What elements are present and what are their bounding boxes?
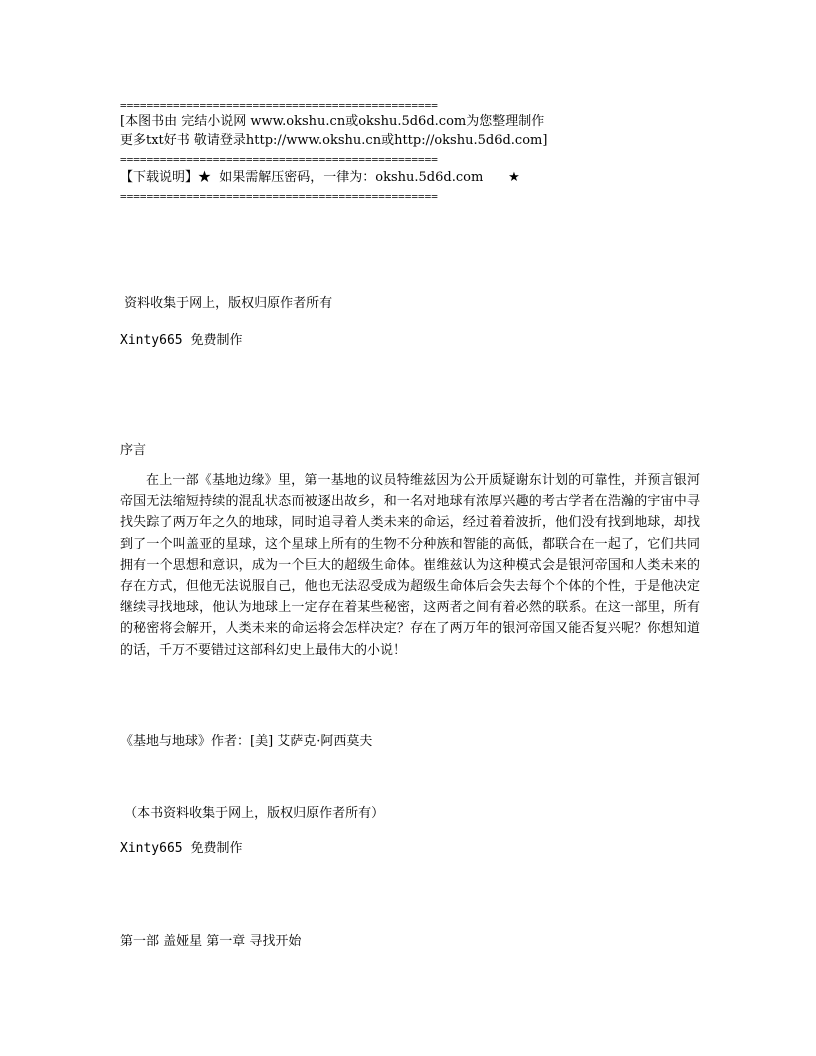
download-note: 【下载说明】★ 如果需解压密码，一律为：okshu.5d6d.com ★ bbox=[120, 170, 520, 185]
book-rights-notice: （本书资料收集于网上，版权归原作者所有） bbox=[120, 806, 385, 821]
maker-credit: Xinty665 免费制作 bbox=[120, 333, 243, 348]
preface-paragraph: 在上一部《基地边缘》里，第一基地的议员特维兹因为公开质疑谢东计划的可靠性，并预言银河帝国无法缩短持续的混乱状态而被逐出故乡，和一名对地球有浓厚兴趣的考古学者在浩瀚的宇宙中寻找失踪了两万年之久的地球，同时追寻着人类未来的命运，经过着着波折，他们没有找到地球，却找到了一个叫盖亚的星球，这个星球上所有的生物不分种族和智能的高低，都联合在一起了，它们共同拥有一个思想和意识，成为一个巨大的超级生命体。崔维兹认为这种模式会是银河帝国和人类未来的存在方式，但他无法说服自己，他也无法忍受成为超级生命体后会失去每个个体的个性，于是他决定继续寻找地球，他认为地球上一定存在着某些秘密，这两者之间有着必然的联系。在这一部里，所有的秘密将会解开，人类未来的命运将会怎样决定？存在了两万年的银河帝国又能否复兴呢？你想知道的话，千万不要错过这部科幻史上最伟大的小说！ bbox=[120, 473, 700, 658]
preface-heading: 序言 bbox=[120, 443, 147, 458]
header-rule-bottom: ================================================ bbox=[120, 190, 438, 203]
header-source-line: [本图书由 完结小说网 www.okshu.cn或okshu.5d6d.com为您整理制作 bbox=[120, 114, 545, 129]
header-rule-top: ================================================ bbox=[120, 99, 438, 112]
book-title-line: 《基地与地球》作者：[美] 艾萨克·阿西莫夫 bbox=[120, 734, 373, 749]
book-maker-credit: Xinty665 免费制作 bbox=[120, 841, 243, 856]
chapter-heading: 第一部 盖娅星 第一章 寻找开始 bbox=[120, 934, 302, 949]
header-website-line: 更多txt好书 敬请登录http://www.okshu.cn或http://okshu.5d6d.com] bbox=[120, 133, 548, 148]
header-rule-middle: ================================================ bbox=[120, 153, 438, 166]
rights-notice: 资料收集于网上，版权归原作者所有 bbox=[120, 296, 333, 311]
